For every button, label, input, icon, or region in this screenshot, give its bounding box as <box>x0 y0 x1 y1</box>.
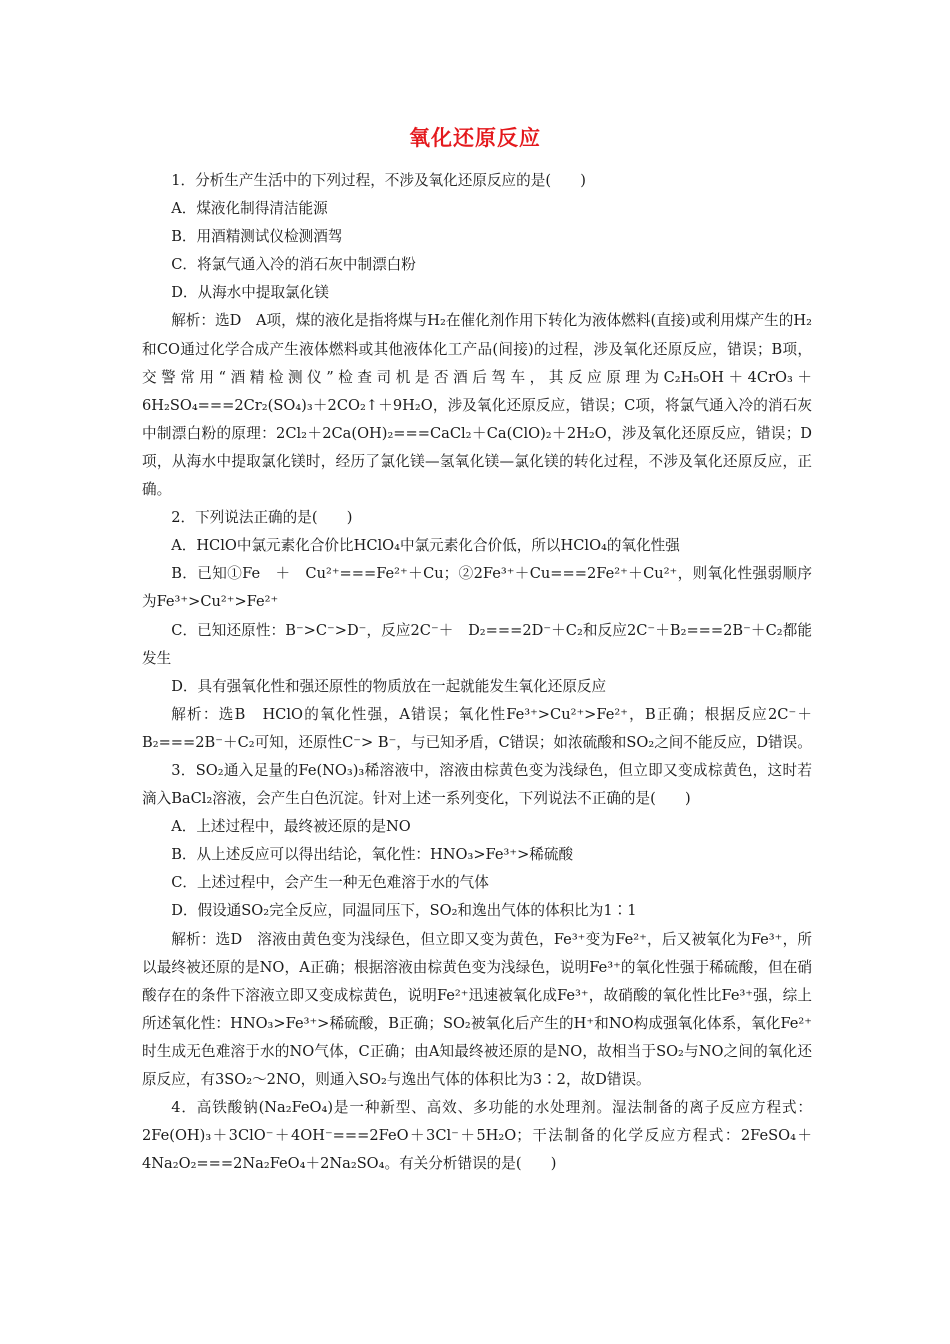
question-1-option-c: C．将氯气通入冷的消石灰中制漂白粉 <box>171 256 416 274</box>
question-3-analysis: 解析：选D 溶液由黄色变为浅绿色，但立即又变为黄色，Fe³⁺变为Fe²⁺，后又被氧化为Fe³⁺，所以最终被还原的是NO，A正确；根据溶液由棕黄色变为浅绿色，说明Fe³⁺的氧化性强于稀硫酸，但在硝酸存在的条件下溶液立即又变成棕黄色，说明Fe²⁺迅速被氧化成Fe³⁺，故硝酸的氧化性比Fe³⁺强，综上所述氧化性：HNO₃>Fe³⁺>稀硫酸，B正确；SO₂被氧化后产生的H⁺和NO构成强氧化体系，氧化Fe²⁺时生成无色难溶于水的NO气体，C正确；由A知最终被还原的是NO，故相当于SO₂与NO之间的氧化还原反应，有3SO₂～2NO，则通入SO₂与逸出气体的体积比为3∶2，故D错误。 <box>142 930 812 1088</box>
question-3-option-b: B．从上述反应可以得出结论，氧化性：HNO₃>Fe³⁺>稀硫酸 <box>171 846 574 864</box>
document-body <box>142 167 812 1178</box>
question-2-option-d: D．具有强氧化性和强还原性的物质放在一起就能发生氧化还原反应 <box>171 677 607 695</box>
question-1-option-a: A．煤液化制得清洁能源 <box>171 200 328 218</box>
question-3-option-d: D．假设通SO₂完全反应，同温同压下，SO₂和逸出气体的体积比为1∶1 <box>171 902 637 920</box>
question-2-analysis: 解析：选B HClO的氧化性强，A错误；氧化性Fe³⁺>Cu²⁺>Fe²⁺，B正确；根据反应2C⁻＋B₂===2B⁻＋C₂可知，还原性C⁻> B⁻，与已知矛盾，C错误；如浓硫酸和SO₂之间不能反应，D错误。 <box>142 705 812 751</box>
question-2-option-a: A．HClO中氯元素化合价比HClO₄中氯元素化合价低，所以HClO₄的氧化性强 <box>171 537 680 555</box>
question-2-option-b: B．已知①Fe ＋ Cu²⁺===Fe²⁺＋Cu；②2Fe³⁺＋Cu===2Fe²⁺＋Cu²⁺，则氧化性强弱顺序为Fe³⁺>Cu²⁺>Fe²⁺ <box>142 565 812 611</box>
question-2-stem: 2．下列说法正确的是( ) <box>171 509 353 527</box>
question-3-option-c: C．上述过程中，会产生一种无色难溶于水的气体 <box>171 874 489 892</box>
question-3-stem: 3．SO₂通入足量的Fe(NO₃)₃稀溶液中，溶液由棕黄色变为浅绿色，但立即又变成棕黄色，这时若滴入BaCl₂溶液，会产生白色沉淀。针对上述一系列变化，下列说法不正确的是( ) <box>142 761 812 808</box>
question-4-stem: 4．高铁酸钠(Na₂FeO₄)是一种新型、高效、多功能的水处理剂。湿法制备的离子反应方程式：2Fe(OH)₃＋3ClO⁻＋4OH⁻===2FeO＋3Cl⁻＋5H₂O；干法制备的化学反应方程式：2FeSO₄＋4Na₂O₂===2Na₂FeO₄＋2Na₂SO₄。有关分析错误的是( ) <box>142 1099 812 1173</box>
question-1-option-b: B．用酒精测试仪检测酒驾 <box>171 228 343 246</box>
question-1-stem: 1．分析生产生活中的下列过程，不涉及氧化还原反应的是( ) <box>171 172 586 189</box>
question-1-analysis: 解析：选D A项，煤的液化是指将煤与H₂在催化剂作用下转化为液体燃料(直接)或利用煤产生的H₂和CO通过化学合成产生液体燃料或其他液体化工产品(间接)的过程，涉及氧化还原反应，错误；B项，交警常用“酒精检测仪”检查司机是否酒后驾车，其反应原理为C₂H₅OH＋4CrO₃＋6H₂SO₄===2Cr₂(SO₄)₃＋2CO₂↑＋9H₂O，涉及氧化还原反应，错误；C项，将氯气通入冷的消石灰中制漂白粉的原理：2Cl₂＋2Ca(OH)₂===CaCl₂＋Ca(ClO)₂＋2H₂O，涉及氧化还原反应，错误；D项，从海水中提取氯化镁时，经历了氯化镁—氢氧化镁—氯化镁的转化过程，不涉及氧化还原反应，正确。 <box>142 312 812 499</box>
question-3-option-a: A．上述过程中，最终被还原的是NO <box>171 818 411 836</box>
page-title: 氧化还原反应 <box>409 126 541 150</box>
question-2-option-c: C．已知还原性：B⁻>C⁻>D⁻，反应2C⁻＋ D₂===2D⁻＋C₂和反应2C⁻＋B₂===2B⁻＋C₂都能发生 <box>142 621 812 667</box>
question-1-option-d: D．从海水中提取氯化镁 <box>171 284 329 302</box>
